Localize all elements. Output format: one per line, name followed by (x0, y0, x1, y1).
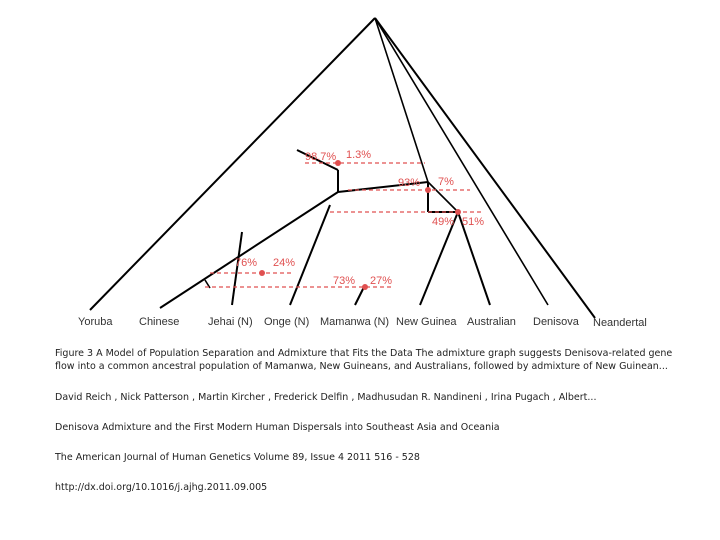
admixture-labels (235, 149, 484, 287)
article-title: Denisova Admixture and the First Modern Human Dispersals into Southeast Asia and Oceania (55, 422, 500, 433)
admixture-node-3 (455, 209, 461, 215)
branch-neandertal (375, 18, 595, 318)
label-new-guinea: New Guinea (396, 316, 457, 328)
label-mamanwa: Mamanwa (N) (320, 316, 390, 328)
label-onge: Onge (N) (264, 316, 310, 328)
branch-yoruba (90, 18, 375, 310)
population-labels (78, 316, 647, 329)
pct-93: 93% (398, 177, 421, 189)
label-chinese: Chinese (139, 316, 180, 328)
journal-citation: The American Journal of Human Genetics Volume 89, Issue 4 2011 516 - 528 (55, 452, 420, 463)
label-denisova: Denisova (533, 316, 579, 328)
pct-1-3: 1.3% (346, 149, 372, 161)
pct-7: 7% (438, 176, 454, 188)
admixture-node-4 (259, 270, 265, 276)
label-neandertal: Neandertal (593, 317, 647, 329)
pct-98-7: 98.7% (305, 151, 337, 163)
figure-caption: Figure 3 A Model of Population Separation and Admixture that Fits the Data The admixture graph suggests Denisova-related gene flow into a common ancestral population of Mamanwa, New Guineans, and Australians, followed by admixture of New Guinean... (55, 348, 673, 372)
pct-24: 24% (273, 257, 296, 269)
branch-denisova (375, 18, 548, 305)
pct-49: 49% (432, 216, 455, 228)
label-australian: Australian (467, 316, 516, 328)
pct-73: 73% (333, 275, 356, 287)
label-yoruba: Yoruba (78, 316, 113, 328)
admixture-node-5 (362, 284, 368, 290)
doi-link[interactable]: http://dx.doi.org/10.1016/j.ajhg.2011.09.005 (55, 482, 268, 493)
pct-27: 27% (370, 275, 393, 287)
authors: David Reich , Nick Patterson , Martin Kircher , Frederick Delfin , Madhusudan R. Nandineni , Irina Pugach , Albert... (55, 392, 597, 403)
admixture-node-2 (425, 187, 431, 193)
label-jehai: Jehai (N) (208, 316, 253, 328)
branch-denisova-ghost (375, 18, 428, 182)
tree-branches (90, 18, 595, 318)
pct-51: 51% (462, 216, 485, 228)
pct-76: 76% (235, 257, 258, 269)
